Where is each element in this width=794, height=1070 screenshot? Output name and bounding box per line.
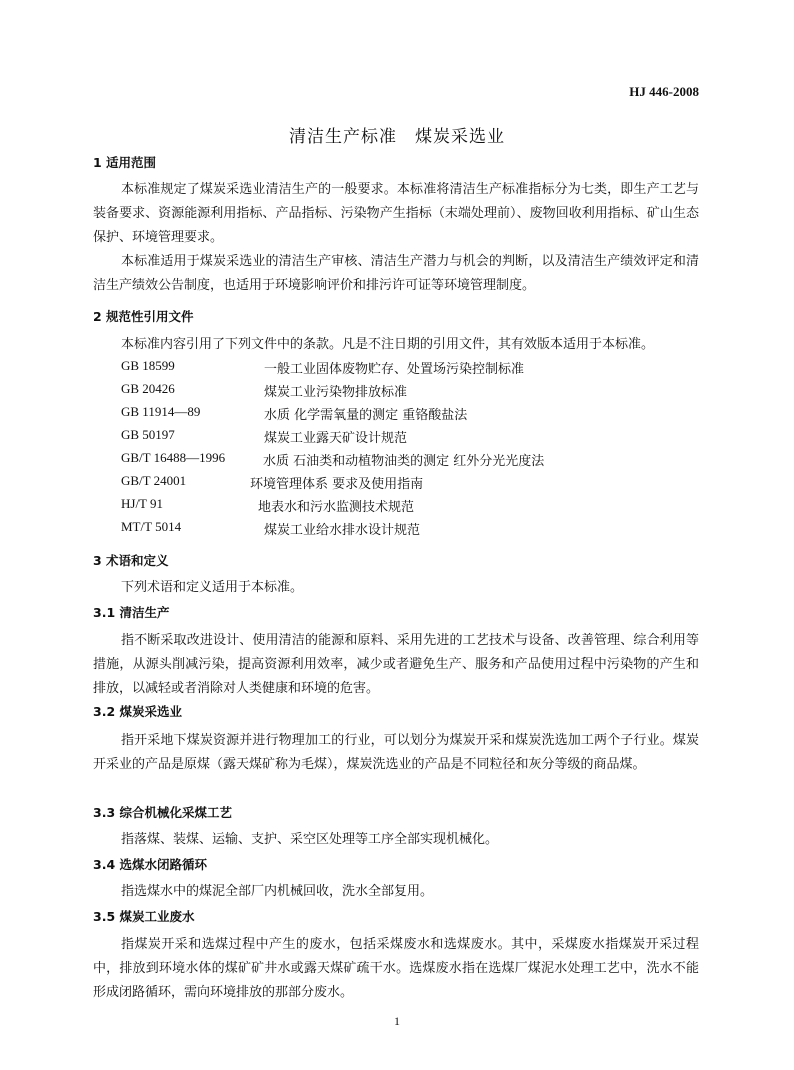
standard-code: HJ 446-2008: [629, 84, 699, 99]
subsection-3-1-heading: 3.1 清洁生产: [93, 605, 170, 620]
reference-title: 环境管理体系 要求及使用指南: [250, 477, 424, 492]
reference-code: GB 50197: [121, 427, 175, 442]
reference-title: 水质 石油类和动植物油类的测定 红外分光光度法: [263, 454, 545, 469]
subsection-3-1-text: 指不断采取改进设计、使用清洁的能源和原料、采用先进的工艺技术与设备、改善管理、综合利用等措施，从源头削减污染，提高资源利用效率，减少或者避免生产、服务和产品使用过程中污染物的产生和排放，以减轻或者消除对人类健康和环境的危害。: [93, 633, 699, 696]
reference-title: 地表水和污水监测技术规范: [258, 500, 415, 515]
subsection-3-4-text: 指选煤水中的煤泥全部厂内机械回收，洗水全部复用。: [121, 884, 434, 899]
subsection-3-3-heading: 3.3 综合机械化采煤工艺: [93, 805, 232, 820]
document-title: 清洁生产标准 煤炭采选业: [289, 127, 505, 147]
section-2-intro: 本标准内容引用了下列文件中的条款。凡是不注日期的引用文件，其有效版本适用于本标准。: [121, 337, 655, 352]
reference-code: GB 18599: [121, 358, 175, 373]
reference-title: 煤炭工业污染物排放标准: [264, 385, 408, 400]
subsection-3-5-heading: 3.5 煤炭工业废水: [93, 909, 195, 924]
reference-title: 水质 化学需氧量的测定 重铬酸盐法: [264, 408, 468, 423]
subsection-3-3-text: 指落煤、装煤、运输、支护、采空区处理等工序全部实现机械化。: [121, 832, 499, 847]
reference-code: GB 11914—89: [121, 404, 201, 419]
reference-title: 一般工业固体废物贮存、处置场污染控制标准: [264, 362, 525, 377]
reference-title: 煤炭工业露天矿设计规范: [264, 431, 408, 446]
reference-code: GB 20426: [121, 381, 175, 396]
reference-code: HJ/T 91: [121, 496, 164, 511]
section-1-paragraph-1: 本标准规定了煤炭采选业清洁生产的一般要求。本标准将清洁生产标准指标分为七类，即生产工艺与装备要求、资源能源利用指标、产品指标、污染物产生指标（末端处理前）、废物回收利用指标、矿山生态保护、环境管理要求。: [93, 182, 699, 245]
subsection-3-4-heading: 3.4 选煤水闭路循环: [93, 857, 207, 872]
section-3-heading: 3 术语和定义: [93, 553, 169, 568]
subsection-3-2-text: 指开采地下煤炭资源并进行物理加工的行业，可以划分为煤炭开采和煤炭洗选加工两个子行业。煤炭开采业的产品是原煤（露天煤矿称为毛煤），煤炭洗选业的产品是不同粒径和灰分等级的商品煤。: [93, 733, 699, 772]
reference-code: GB/T 16488—1996: [121, 450, 226, 465]
reference-title: 煤炭工业给水排水设计规范: [264, 523, 421, 538]
reference-code: GB/T 24001: [121, 473, 187, 488]
section-3-intro: 下列术语和定义适用于本标准。: [121, 580, 304, 595]
section-2-heading: 2 规范性引用文件: [93, 309, 194, 324]
section-1-heading: 1 适用范围: [93, 155, 157, 170]
subsection-3-2-heading: 3.2 煤炭采选业: [93, 704, 182, 719]
page-number: 1: [394, 1014, 400, 1028]
reference-code: MT/T 5014: [121, 519, 182, 534]
section-1-paragraph-2: 本标准适用于煤炭采选业的清洁生产审核、清洁生产潜力与机会的判断，以及清洁生产绩效评定和清洁生产绩效公告制度，也适用于环境影响评价和排污许可证等环境管理制度。: [93, 254, 699, 293]
subsection-3-5-text: 指煤炭开采和选煤过程中产生的废水，包括采煤废水和选煤废水。其中，采煤废水指煤炭开采过程中，排放到环境水体的煤矿矿井水或露天煤矿疏干水。选煤废水指在选煤厂煤泥水处理工艺中，洗水不能形成闭路循环，需向环境排放的那部分废水。: [93, 937, 699, 1000]
